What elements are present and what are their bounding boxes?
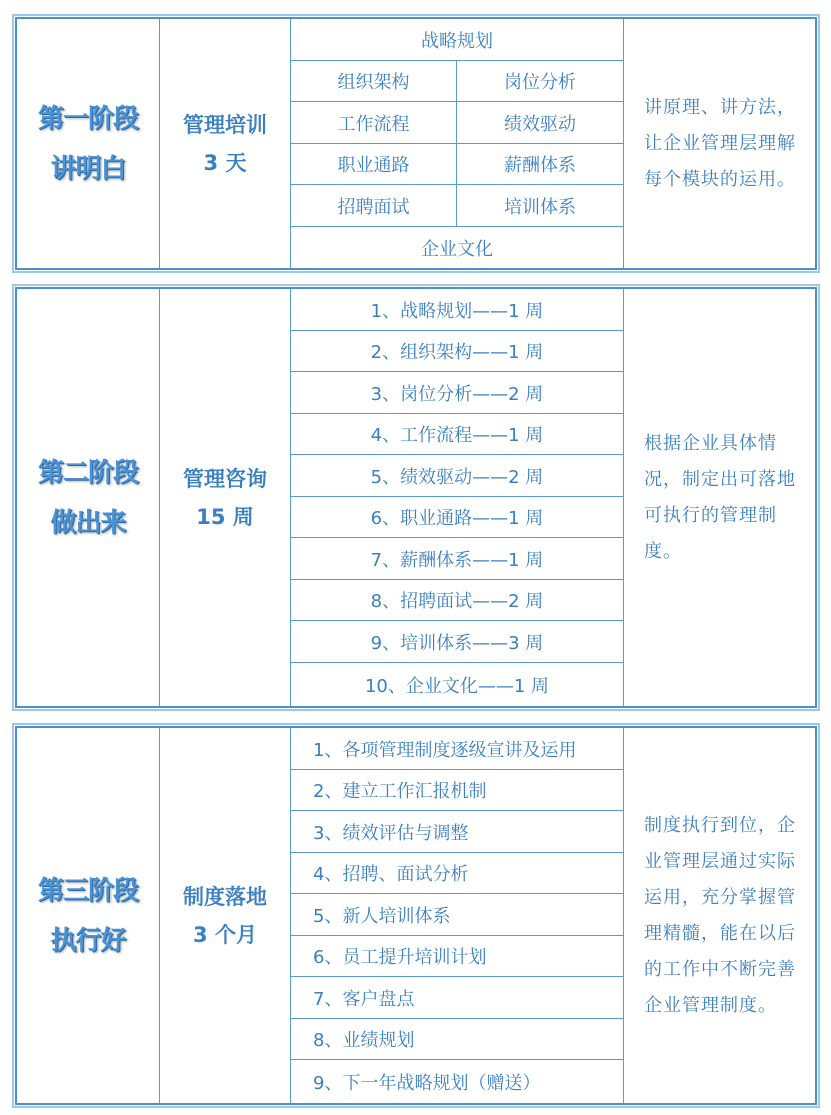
phase-3-stage xyxy=(17,728,160,1103)
list-item: 5、新人培训体系 xyxy=(291,894,623,936)
phase-1-stage-title: 第一阶段 xyxy=(37,103,138,134)
list-item: 7、薪酬体系——1 周 xyxy=(291,538,623,580)
phase-1-modules xyxy=(291,19,624,268)
list-item: 9、培训体系——3 周 xyxy=(291,621,623,663)
phase-1-stage-subtitle: 讲明白 xyxy=(50,153,126,184)
phase-3-description: 制度执行到位，企业管理层通过实际运用，充分掌握管理精髓，能在以后的工作中不断完善企业管理制度。 xyxy=(644,814,796,1016)
phase-1-service-name: 管理培训 xyxy=(183,112,267,137)
list-item: 8、业绩规划 xyxy=(291,1019,623,1060)
phase-2-stage-title: 第二阶段 xyxy=(37,457,138,488)
phase-3-description-cell xyxy=(624,728,815,1103)
list-item: 6、职业通路——1 周 xyxy=(291,497,623,538)
list-item: 1、战略规划——1 周 xyxy=(291,289,623,331)
phase-2-stage-subtitle: 做出来 xyxy=(50,507,126,538)
list-item: 7、客户盘点 xyxy=(291,977,623,1019)
module-cell: 战略规划 xyxy=(291,19,623,61)
module-row xyxy=(291,102,623,144)
module-row xyxy=(291,61,623,102)
list-item: 3、绩效评估与调整 xyxy=(291,811,623,853)
list-item: 2、组织架构——1 周 xyxy=(291,331,623,372)
list-item: 5、绩效驱动——2 周 xyxy=(291,455,623,497)
phase-3-service xyxy=(160,728,291,1103)
list-item: 4、工作流程——1 周 xyxy=(291,414,623,455)
module-cell: 组织架构 xyxy=(291,61,457,101)
phase-2-service xyxy=(160,289,291,706)
module-cell: 培训体系 xyxy=(504,196,576,218)
phase-1-stage xyxy=(17,19,160,268)
module-cell: 岗位分析 xyxy=(504,72,576,93)
module-cell: 职业通路 xyxy=(291,144,457,184)
phase-2-description-cell xyxy=(624,289,815,706)
phase-1-description: 讲原理、讲方法，让企业管理层理解每个模块的运用。 xyxy=(644,96,796,190)
list-item: 6、员工提升培训计划 xyxy=(291,936,623,977)
phase-1-duration: 3 天 xyxy=(203,150,247,175)
phase-2-service-name: 管理咨询 xyxy=(183,466,267,491)
phase-3-items xyxy=(291,728,624,1103)
module-cell: 招聘面试 xyxy=(291,185,457,226)
phase-1-description-cell xyxy=(624,19,815,268)
phase-2-description: 根据企业具体情况，制定出可落地可执行的管理制度。 xyxy=(644,432,796,562)
module-cell: 绩效驱动 xyxy=(504,113,576,135)
phase-1-service xyxy=(160,19,291,268)
module-row xyxy=(291,185,623,227)
list-item: 9、下一年战略规划（赠送） xyxy=(313,1072,541,1094)
list-item: 3、岗位分析——2 周 xyxy=(291,372,623,414)
list-item: 10、企业文化——1 周 xyxy=(364,675,550,697)
phase-2-items xyxy=(291,289,624,706)
module-cell: 企业文化 xyxy=(421,238,493,260)
module-cell: 工作流程 xyxy=(291,102,457,143)
list-item: 4、招聘、面试分析 xyxy=(291,853,623,894)
phase-3-duration: 3 个月 xyxy=(193,922,257,947)
list-item: 8、招聘面试——2 周 xyxy=(291,580,623,621)
phase-1-block xyxy=(15,17,817,270)
phase-3-stage-title: 第三阶段 xyxy=(37,875,138,906)
phase-2-stage xyxy=(17,289,160,706)
phase-2-duration: 15 周 xyxy=(196,504,254,529)
phase-2-block xyxy=(15,287,817,708)
phase-3-service-name: 制度落地 xyxy=(183,884,267,909)
list-item: 1、各项管理制度逐级宣讲及运用 xyxy=(291,728,623,770)
module-row xyxy=(291,144,623,185)
module-cell: 薪酬体系 xyxy=(504,155,576,176)
phase-3-block xyxy=(15,726,817,1105)
phase-3-stage-subtitle: 执行好 xyxy=(50,925,126,956)
list-item: 2、建立工作汇报机制 xyxy=(291,770,623,811)
